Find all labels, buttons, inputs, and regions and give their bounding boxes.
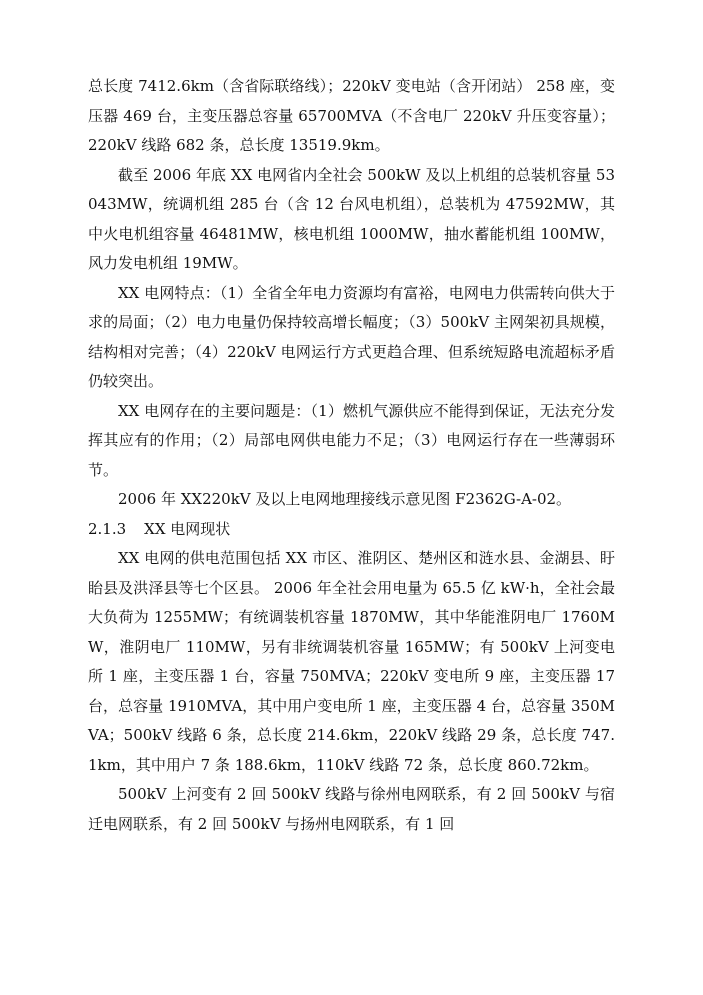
paragraph-figure-reference: 2006 年 XX220kV 及以上电网地理接线示意见图 F2362G-A-02。 bbox=[118, 490, 572, 508]
paragraph-grid-status: XX 电网的供电范围包括 XX 市区、淮阴区、楚州区和涟水县、金湖县、盱眙县及洪泽县等七个区县。 2006 年全社会用电量为 65.5 亿 kW·h，全社会最大负荷为 1255MW；有统调装机容量 1870MW，其中华能淮阴电厂 1760MW，淮阴电厂 110MW，另有非统调装机容量 165MW；有 500kV 上河变电所 1 座，主变压器 1 台，容量 750MVA；220kV 变电所 9 座，主变压器 17 台，总容量 1910MVA，其中用户变电所 1 座，主变压器 4 台，总容量 350MVA；500kV 线路 6 条，总长度 214.6km，220kV 线路 29 条，总长度 747.1km，其中用户 7 条 188.6km，110kV 线路 72 条，总长度 860.72km。 bbox=[88, 549, 615, 774]
section-heading bbox=[88, 515, 615, 545]
paragraph-installed-capacity: 截至 2006 年底 XX 电网省内全社会 500kW 及以上机组的总装机容量 53043MW，统调机组 285 台（含 12 台风电机组），总装机为 47592MW，其中火电机组容量 46481MW，核电机组 1000MW，抽水蓄能机组 100MW，风力发电机组 19MW。 bbox=[88, 165, 615, 272]
paragraph-shanghe-substation-links: 500kV 上河变有 2 回 500kV 线路与徐州电网联系，有 2 回 500kV 与宿迁电网联系，有 2 回 500kV 与扬州电网联系，有 1 回 bbox=[88, 785, 615, 833]
paragraph-grid-characteristics: XX 电网特点：（1）全省全年电力资源均有富裕，电网电力供需转向供大于求的局面；（2）电力电量仍保持较高增长幅度；（3）500kV 主网架初具规模，结构相对完善；（4）220kV 电网运行方式更趋合理、但系统短路电流超标矛盾仍较突出。 bbox=[88, 283, 615, 390]
paragraph-main-problems: XX 电网存在的主要问题是：（1）燃机气源供应不能得到保证，无法充分发挥其应有的作用；（2）局部电网供电能力不足；（3）电网运行存在一些薄弱环节。 bbox=[88, 401, 615, 479]
paragraph-grid-length-summary: 总长度 7412.6km（含省际联络线）；220kV 变电站（含开闭站） 258 座，变压器 469 台，主变压器总容量 65700MVA（不含电厂 220kV 升压变容量）；220kV 线路 682 条，总长度 13519.9km。 bbox=[88, 77, 615, 154]
section-title: XX 电网现状 bbox=[144, 519, 231, 538]
section-number: 2.1.3 bbox=[88, 519, 127, 538]
document-page bbox=[88, 72, 615, 839]
